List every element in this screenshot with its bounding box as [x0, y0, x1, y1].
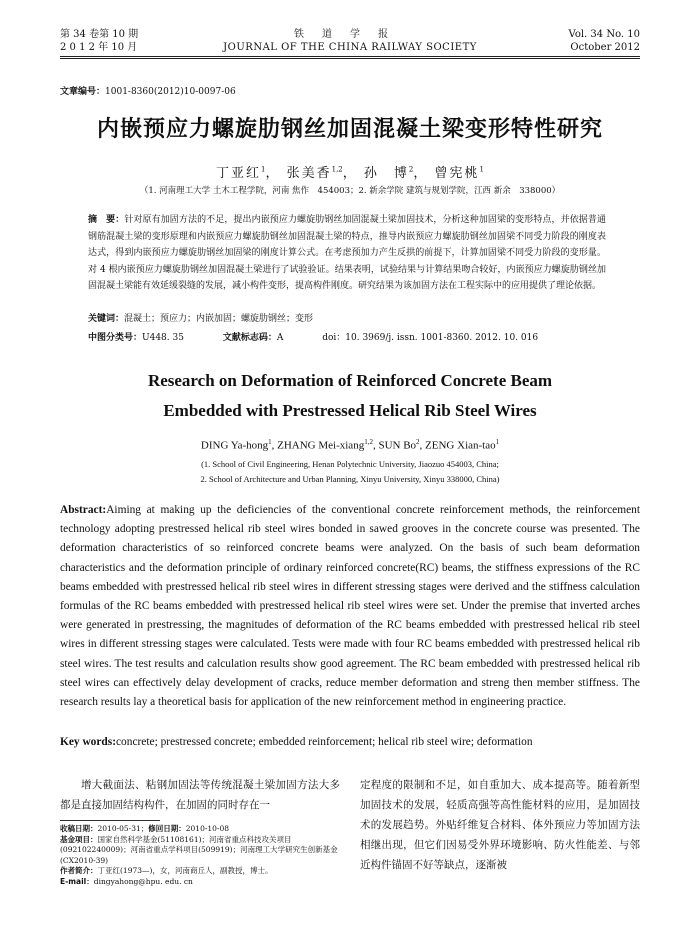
author-sup: 1	[261, 165, 266, 174]
abstract-cn-label: 摘 要：	[88, 215, 125, 225]
header-rule	[60, 56, 640, 57]
keywords-en	[60, 733, 640, 751]
journal-name-en: JOURNAL OF THE CHINA RAILWAY SOCIETY	[223, 42, 477, 53]
keywords-cn-text: 混凝土；预应力；内嵌加固；螺旋肋钢丝；变形	[124, 314, 314, 324]
header-volume: 第 34 卷第 10 期	[60, 29, 139, 40]
journal-name-cn: 铁道学报	[294, 29, 406, 40]
header-date-cn: 2 0 1 2 年 10 月	[60, 42, 138, 53]
author-sup: 1,2	[364, 438, 373, 446]
header-vol-no: Vol. 34 No. 10	[568, 29, 640, 40]
affiliation-cn: （1. 河南理工大学 土木工程学院，河南 焦作 454003；2. 新余学院 建筑与规划学院，江西 新余 338000）	[139, 186, 561, 196]
title-en-line2: Embedded with Prestressed Helical Rib Steel Wires	[163, 401, 537, 420]
author-sup: 1	[479, 165, 485, 174]
keywords-en-text: concrete; prestressed concrete; embedded reinforcement; helical rib steel wire; deformation	[116, 736, 533, 748]
author-cn: 孙 博	[363, 166, 409, 181]
keywords-cn-label: 关键词：	[88, 314, 125, 324]
author-sup: 2	[416, 438, 420, 446]
footnote-dates	[60, 824, 342, 835]
footnote-rule	[60, 820, 160, 821]
keywords-en-label: Key words:	[60, 736, 116, 748]
clc-code	[88, 333, 202, 343]
header-issue-info	[569, 28, 640, 54]
article-number	[60, 84, 236, 97]
abstract-cn	[88, 212, 606, 295]
abstract-en	[60, 501, 640, 712]
doc-code-label: 文献标志码：	[222, 333, 277, 343]
author-sup: 1	[495, 438, 500, 446]
authors-en: DING Ya-hong$^1$, ZHANG Mei-xiang$^{1,2}$, SUN Bo$^2$, ZENG Xian-tao$^1$	[200, 438, 500, 452]
author-en: ZHANG Mei-xiang	[277, 439, 365, 452]
footnote-fund	[60, 835, 342, 867]
author-cn: 曾宪桃	[434, 166, 480, 181]
author-bio-label: 作者简介：	[60, 866, 98, 875]
doc-code-value: A	[276, 333, 284, 343]
title-en-line1: Research on Deformation of Reinforced Concrete Beam	[147, 371, 553, 390]
body-column-left: 增大截面法、粘钢加固法等传统混凝土梁加固方法大多都是直接加固结构构件，在加固的同时存在一	[60, 779, 340, 811]
header-date-en: October 2012	[570, 42, 640, 53]
revised-date: 2010-10-08	[185, 824, 229, 833]
email-label: E-mail：	[60, 876, 94, 886]
author-sup: 2	[408, 165, 414, 174]
authors-cn: 丁亚红$^1$， 张美香$^{1,2}$， 孙 博$^2$， 曾宪桃$^1$	[215, 165, 485, 181]
title-cn: 内嵌预应力螺旋肋钢丝加固混凝土梁变形特性研究	[96, 117, 603, 142]
clc-value: U448. 35	[142, 333, 184, 343]
email-address: dingyahong@hpu. edu. cn	[93, 876, 193, 886]
article-number-label: 文章编号：	[60, 87, 106, 97]
clc-label: 中图分类号：	[88, 333, 143, 343]
classification	[88, 330, 608, 346]
article-number-value: 1001-8360(2012)10-0097-06	[105, 87, 236, 97]
author-cn: 张美香	[286, 166, 332, 181]
header-rule-thin	[60, 58, 640, 59]
revised-label: 修回日期：	[148, 824, 186, 833]
body-column-right: 定程度的限制和不足，如自重加大、成本提高等。随着新型加固技术的发展，轻质高强等高性能材料的应用，是加固技术的发展趋势。外贴纤维复合材料、体外预应力等加固方法相继出现，但它们因易受外界环境影响、防火性能差、与邻近构件锚固不好等缺点，逐渐被	[360, 779, 640, 871]
author-bio: 丁亚红(1973—)，女，河南商丘人，副教授，博士。	[97, 866, 273, 875]
footnote	[60, 824, 342, 887]
abstract-en-label: Abstract:	[60, 504, 107, 516]
document-code	[223, 333, 302, 343]
author-cn: 丁亚红	[215, 166, 261, 181]
author-en: DING Ya-hong	[200, 439, 269, 452]
abstract-cn-text: 针对原有加固方法的不足，提出内嵌预应力螺旋肋钢丝加固混凝土梁加固技术，分析这种加固梁的变形特点，并依据普通钢筋混凝土梁的变形原理和内嵌预应力螺旋肋钢丝加固混凝土梁的特点，推导内嵌预应力螺旋肋钢丝加固梁不同受力阶段的刚度表达式，得到内嵌预应力螺旋肋钢丝加固梁的刚度计算公式。在考虑预加力产生反拱的前提下，计算加固梁不同受力阶段的变形量。对 4 根内嵌预应力螺旋肋钢丝加固混凝土梁进行了试验验证。结果表明，试验结果与计算结果吻合较好，内嵌预应力螺旋肋钢丝加固混凝土梁能有效延缓裂缝的发展，减小构件变形，提高构件刚度。研究结果为该加固方法在工程实际中的应用提供了理论依据。	[88, 215, 606, 291]
title-en	[0, 366, 700, 426]
footnote-author	[60, 866, 342, 877]
received-label: 收稿日期：	[60, 824, 98, 833]
doi: doi：10. 3969/j. issn. 1001-8360. 2012. 10. 016	[322, 333, 539, 343]
keywords-cn	[88, 311, 608, 327]
author-sup: 1	[268, 438, 272, 446]
abstract-en-text: Aiming at making up the deficiencies of the conventional concrete reinforcement methods, the reinforcement technology adopting prestressed helical rib steel wires bonded in sawed grooves in the concrete course was presented. The deformation characteristics of so reinforced concrete beams were analyzed. On the basis of such beam deformation characteristics and the deformation principle of ordinary reinforced concrete(RC) beams, the stiffness expressions of the RC beams embedded with prestressed helical rib steel wires in different stressing stages were derived and the stiffness calculation formulas of the RC beams embedded with prestressed helical rib steel wires were set. Under the premise that inverted arches were generated in prestressing, the magnitudes of deformation of the RC beams embedded with prestressed helical rib steel wires in different stressing stages were calculated. Tests were made with four RC beams embedded with prestressed helical rib steel wires. The test results and calculation results show good agreement. The RC beam embedded with prestressed helical rib steel wires can effectively delay development of cracks, reduce member deformation and streng then member stiffness. The research results lay a theoretical basis for application of the new reinforcement method in engineering practice.	[60, 504, 640, 709]
author-en: ZENG Xian-tao	[425, 439, 496, 452]
author-sup: 1,2	[331, 165, 343, 174]
affiliation-en-2: 2. School of Architecture and Urban Planning, Xinyu University, Xinyu 338000, China)	[200, 474, 500, 484]
fund-text: 国家自然科学基金(51108161)；河南省重点科技攻关项目(092102240009)；河南省重点学科项目(509919)；河南理工大学研究生创新基金(CX2010-39)	[60, 834, 338, 865]
affiliation-en-1: (1. School of Civil Engineering, Henan Polytechnic University, Jiaozuo 454003, China;	[201, 459, 499, 469]
fund-label: 基金项目：	[60, 834, 98, 844]
footnote-email	[60, 877, 342, 888]
received-date: 2010-05-31；	[97, 824, 149, 833]
author-en: SUN Bo	[378, 439, 417, 452]
